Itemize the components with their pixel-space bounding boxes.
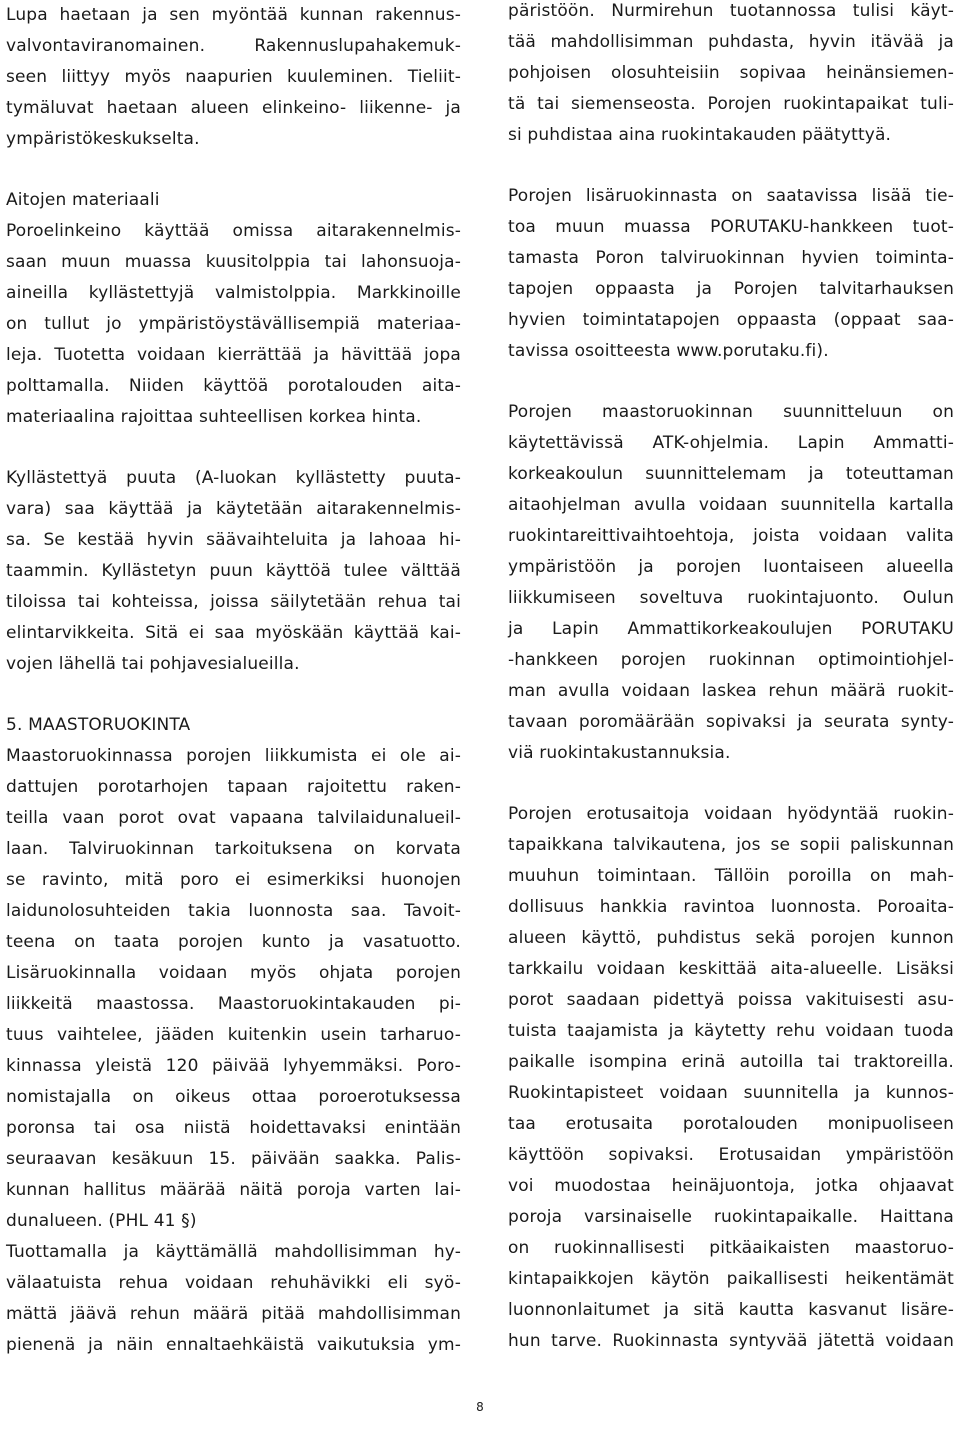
text-line: tapojen oppaasta ja Porojen talvitarhauksen <box>508 279 954 299</box>
paragraph <box>6 216 461 433</box>
text-line: tiloissa tai kohteissa, joissa säilytetään rehua tai <box>6 592 461 612</box>
left-column <box>6 0 461 1361</box>
text-line: ympäristökeskukselta. <box>6 129 200 149</box>
text-line: pienenä ja näin ennaltaehkäistä vaikutuksia ym- <box>6 1335 461 1355</box>
text-line: kintapaikkojen käytön paikallisesti heikentämät <box>508 1269 954 1289</box>
paragraph <box>508 181 954 367</box>
text-line: se ravinto, mitä poro ei esimerkiksi huonojen <box>6 870 461 890</box>
text-line: poronsa tai osa niistä hoidettavaksi enintään <box>6 1118 461 1138</box>
text-line: sa. Se kestää hyvin säävaihteluita ja lahoaa hi- <box>6 530 461 550</box>
text-line: si puhdistaa aina ruokintakauden päätyttyä. <box>508 125 892 145</box>
text-line: on tullut jo ympäristöystävällisempiä materiaa- <box>6 314 461 334</box>
text-line: seuraavan kesäkuun 15. päivään saakka. Palis- <box>6 1149 461 1169</box>
text-line: elintarvikkeita. Sitä ei saa myöskään käyttää kai- <box>6 623 461 643</box>
text-line: Lisäruokinnalla voidaan myös ohjata porojen <box>6 963 461 983</box>
text-line: kunnan hallitus määrää näitä poroja varten lai- <box>6 1180 461 1200</box>
text-line: laan. Talviruokinnan tarkoituksena on korvata <box>6 839 461 859</box>
text-line: Ruokintapisteet voidaan suunnitella ja kunnos- <box>508 1083 954 1103</box>
text-line: dollisuus hankkia ravintoa luonnosta. Poroaita- <box>508 897 954 917</box>
text-line: tuista taajamista ja käytetty rehu voidaan tuoda <box>508 1021 954 1041</box>
paragraph <box>508 0 954 151</box>
text-line: liikkumiseen soveltuva ruokintajuonto. Oulun <box>508 588 954 608</box>
text-line: on ruokinnallisesti pitkäaikaisten maastoruo- <box>508 1238 954 1258</box>
text-line: tuus vaihtelee, jääden kuitenkin usein tarharuo- <box>6 1025 461 1045</box>
text-line: taammin. Kyllästetyn puun käyttöä tulee välttää <box>6 561 461 581</box>
paragraph <box>508 799 954 1357</box>
text-line: korkeakoulun suunnittelemam ja toteuttaman <box>508 464 954 484</box>
paragraph <box>508 397 954 769</box>
text-line: mättä jäävä rehun määrä pitää mahdollisimman <box>6 1304 461 1324</box>
text-line: tavissa osoitteesta www.porutaku.fi). <box>508 341 829 361</box>
text-line: ja Lapin Ammattikorkeakoulujen PORUTAKU <box>508 619 954 639</box>
text-line: tää mahdollisimman puhdasta, hyvin itävää ja <box>508 32 954 52</box>
text-line: toa muun muassa PORUTAKU-hankkeen tuot- <box>508 217 954 237</box>
right-column <box>508 0 954 1357</box>
text-line: Tuottamalla ja käyttämällä mahdollisimman hy- <box>6 1242 461 1262</box>
text-line: seen liittyy myös naapurien kuuleminen. Tieliit- <box>6 67 461 87</box>
text-line: teena on taata porojen kunto ja vasatuotto. <box>6 932 461 952</box>
paragraph <box>6 0 461 155</box>
paragraph <box>6 1237 461 1361</box>
text-line: valvontaviranomainen. Rakennuslupahakemuk- <box>6 36 461 56</box>
text-line: liikkeitä maastossa. Maastoruokintakauden pi- <box>6 994 461 1014</box>
text-line: tavaan poromäärään sopivaksi ja seurata synty- <box>508 712 954 732</box>
text-line: -hankkeen porojen ruokinnan optimointiohjel- <box>508 650 954 670</box>
text-line: tapaikkana talvikautena, jos se sopii paliskunnan <box>508 835 954 855</box>
text-line: aitaohjelman avulla voidaan suunnitella kartalla <box>508 495 954 515</box>
text-line: hyvien toimintatapojen oppaasta (oppaat saa- <box>508 310 954 330</box>
text-line: laidunolosuhteiden takia luonnosta saa. Tavoit- <box>6 901 461 921</box>
section-heading <box>6 185 461 216</box>
paragraph <box>6 463 461 680</box>
text-line: tymäluvat haetaan alueen elinkeino- liikenne- ja <box>6 98 461 118</box>
text-line: Porojen erotusaitoja voidaan hyödyntää ruokin- <box>508 804 954 824</box>
text-line: päristöön. Nurmirehun tuotannossa tulisi käyt- <box>508 1 954 21</box>
text-line: saan muun muassa kuusitolppia tai lahonsuoja- <box>6 252 461 272</box>
text-line: viä ruokintakustannuksia. <box>508 743 731 763</box>
text-line: Porojen lisäruokinnasta on saatavissa lisää tie- <box>508 186 954 206</box>
text-line: voi muodostaa heinäjuontoja, jotka ohjaavat <box>508 1176 954 1196</box>
text-line: leja. Tuotetta voidaan kierrättää ja hävittää jopa <box>6 345 461 365</box>
text-line: tarkkailu voidaan keskittää aita-alueelle. Lisäksi <box>508 959 954 979</box>
text-line: taa erotusaita porotalouden monipuoliseen <box>508 1114 954 1134</box>
text-line: Maastoruokinnassa porojen liikkumista ei ole ai- <box>6 746 461 766</box>
text-line: käytettävissä ATK-ohjelmia. Lapin Ammatti- <box>508 433 954 453</box>
text-line: hun tarve. Ruokinnasta syntyvää jätettä voidaan <box>508 1331 954 1351</box>
text-line: dunalueen. (PHL 41 §) <box>6 1211 197 1231</box>
heading-materials: Aitojen materiaali <box>6 190 160 210</box>
text-line: polttamalla. Niiden käyttöä porotalouden aita- <box>6 376 461 396</box>
text-line: ympäristöön ja porojen luontaiseen alueella <box>508 557 954 577</box>
text-line: man avulla voidaan laskea rehun määrä ruokit- <box>508 681 954 701</box>
text-line: poroja varsinaiselle ruokintapaikalle. Haittana <box>508 1207 954 1227</box>
text-line: dattujen porotarhojen tapaan rajoitettu raken- <box>6 777 461 797</box>
text-line: Poroelinkeino käyttää omissa aitarakennelmis- <box>6 221 461 241</box>
text-line: Lupa haetaan ja sen myöntää kunnan rakennus- <box>6 5 461 25</box>
text-line: alueen käyttö, puhdistus sekä porojen kunnon <box>508 928 954 948</box>
page-number: 8 <box>476 1400 484 1414</box>
text-line: aineilla kyllästettyjä valmistolppia. Markkinoille <box>6 283 461 303</box>
text-line: pohjoisen olosuhteisiin sopivaa heinänsiemen- <box>508 63 954 83</box>
text-line: ruokintareittivaihtoehtoja, joista voidaan valita <box>508 526 954 546</box>
text-line: välaatuista rehua voidaan rehuhävikki eli syö- <box>6 1273 461 1293</box>
text-line: tä tai siemenseosta. Porojen ruokintapaikat tuli- <box>508 94 954 114</box>
text-line: vojen lähellä tai pohjavesialueilla. <box>6 654 300 674</box>
text-line: muuhun toimintaan. Tällöin poroilla on mah- <box>508 866 954 886</box>
text-line: tamasta Poron talviruokinnan hyvien toiminta- <box>508 248 954 268</box>
text-line: Porojen maastoruokinnan suunnitteluun on <box>508 402 954 422</box>
text-line: Kyllästettyä puuta (A-luokan kyllästetty puuta- <box>6 468 461 488</box>
text-line: paikalle isompina erinä autoilla tai traktoreilla. <box>508 1052 954 1072</box>
text-line: nomistajalla on oikeus ottaa poroerotuksessa <box>6 1087 461 1107</box>
text-line: vara) saa käyttää ja käytetään aitarakennelmis- <box>6 499 461 519</box>
text-line: materiaalina rajoittaa suhteellisen korkea hinta. <box>6 407 422 427</box>
paragraph <box>6 741 461 1237</box>
text-line: kinnassa yleistä 120 päivää lyhyemmäksi. Poro- <box>6 1056 461 1076</box>
text-line: luonnonlaitumet ja sitä kautta kasvanut lisäre- <box>508 1300 954 1320</box>
heading-section-5: 5. MAASTORUOKINTA <box>6 715 191 735</box>
text-line: porot saadaan pidettyä poissa vakituisesti asu- <box>508 990 954 1010</box>
text-line: käyttöön sopivaksi. Erotusaidan ympäristöön <box>508 1145 954 1165</box>
section-heading <box>6 710 461 741</box>
text-line: teilla vaan porot ovat vapaana talvilaidunalueil- <box>6 808 461 828</box>
